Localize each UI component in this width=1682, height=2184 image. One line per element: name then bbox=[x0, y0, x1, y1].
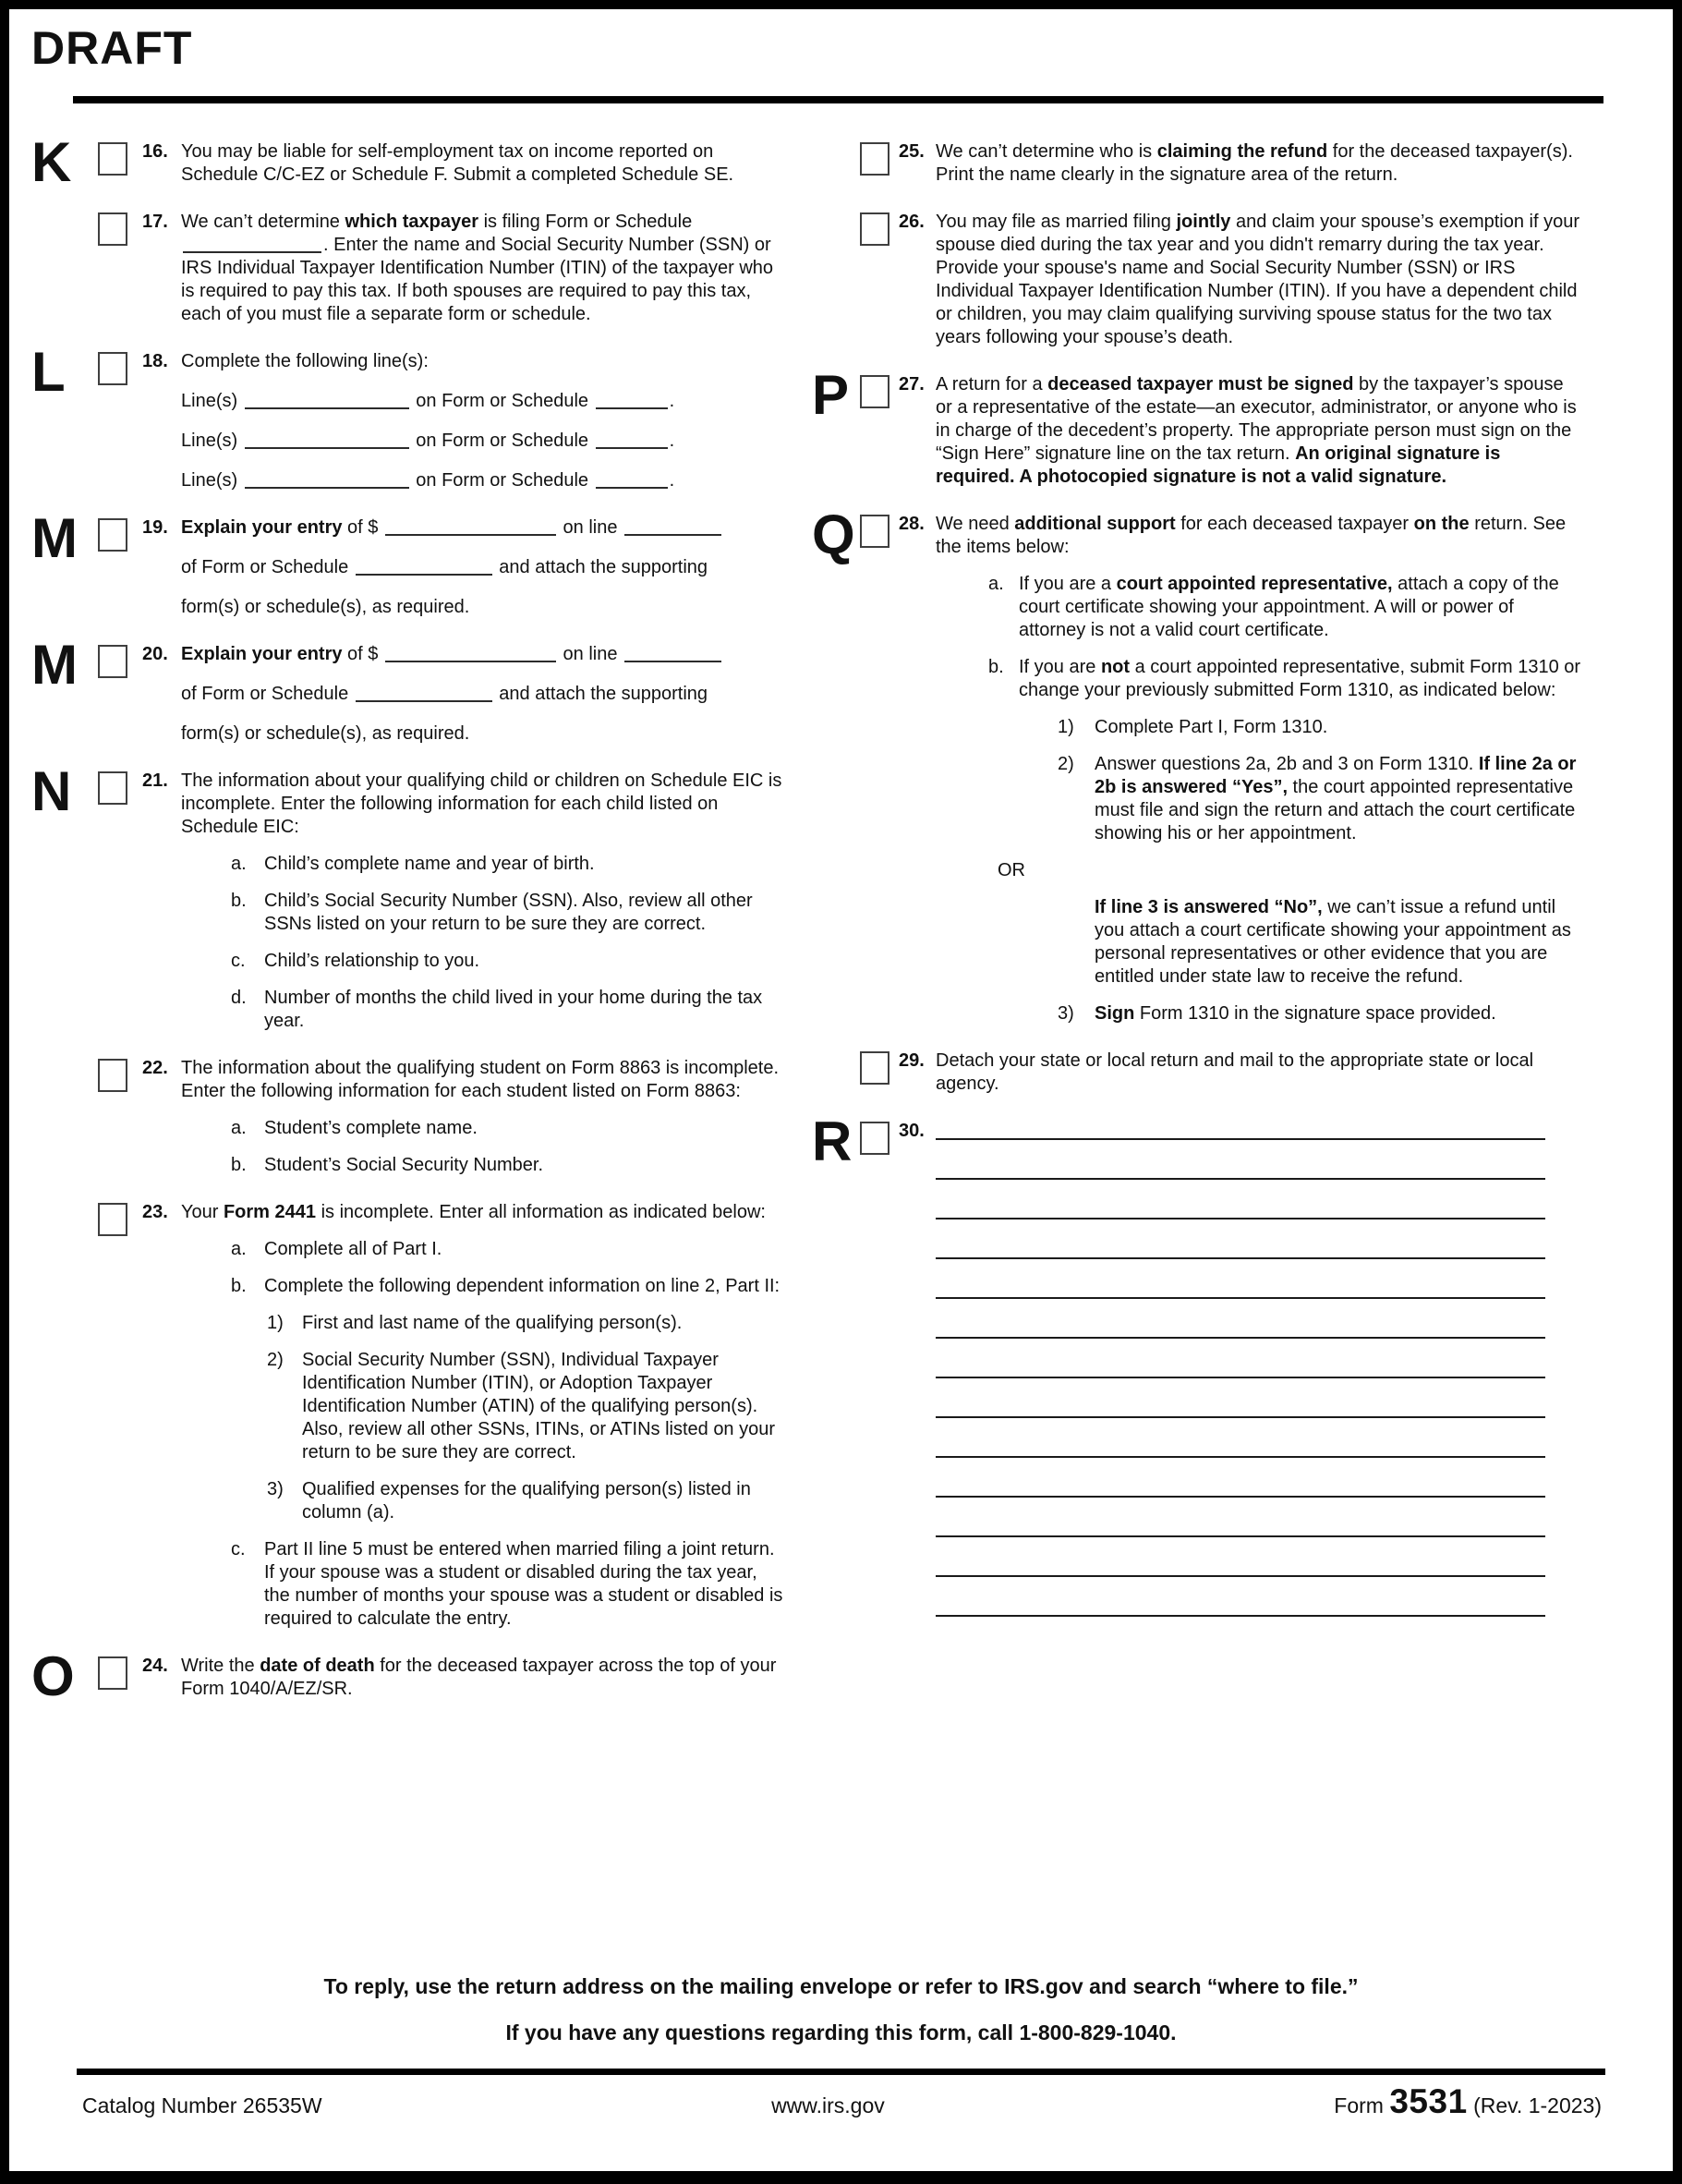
item-body-30 bbox=[936, 1120, 1582, 1617]
form-item-19 bbox=[31, 507, 812, 619]
form-item-24 bbox=[31, 1645, 812, 1707]
text: a court appointed representative, submit Form 1310 or change your previously submitted Form 1310, as indicated below: bbox=[1019, 657, 1581, 700]
text: Child’s complete name and year of birth. bbox=[264, 854, 595, 874]
form-item-22 bbox=[31, 1057, 812, 1177]
checkbox-item-21[interactable] bbox=[98, 771, 127, 805]
item-body-24 bbox=[181, 1655, 786, 1701]
item-number-22: 22. bbox=[142, 1058, 168, 1078]
checkbox-item-29[interactable] bbox=[860, 1051, 889, 1085]
item-body-28 bbox=[936, 513, 1582, 1025]
text: Social Security Number (SSN), Individual Taxpayer Identification Number (ITIN), or Adoption Taxpayer Identification Number (ATIN) of the qualifying person(s). Also, review all other SSNs, ITINs, or ATINs listed on your return to be sure they are correct. bbox=[302, 1350, 776, 1462]
form-item-27 bbox=[812, 364, 1582, 489]
sub-item-text bbox=[1095, 1002, 1582, 1025]
item-body-17 bbox=[181, 211, 786, 326]
sub-item bbox=[181, 1117, 786, 1140]
item-paragraph bbox=[936, 140, 1582, 187]
sub-item-text bbox=[264, 1538, 786, 1631]
bold-text: additional support bbox=[1014, 514, 1176, 534]
item-paragraph bbox=[181, 1057, 786, 1103]
sub-item bbox=[936, 1002, 1582, 1025]
sub-item bbox=[936, 716, 1582, 739]
fill-line bbox=[181, 596, 786, 619]
footer-rule bbox=[77, 2069, 1605, 2075]
sub-item-marker: a. bbox=[231, 854, 247, 874]
text: return. See the items below: bbox=[936, 514, 1567, 557]
fill-in-blank[interactable] bbox=[385, 534, 556, 536]
bold-text: If line 3 is answered “No”, bbox=[1095, 897, 1323, 917]
item-paragraph bbox=[181, 1201, 786, 1224]
text: Part II line 5 must be entered when married filing a joint return. If your spouse was a student or disabled during the tax year, the number of months your spouse was a student or disabled is required to calculate the entry. bbox=[264, 1539, 783, 1629]
text: . bbox=[669, 470, 675, 491]
text: on line bbox=[557, 644, 623, 664]
sub-item-marker: a. bbox=[231, 1118, 247, 1138]
writing-line[interactable] bbox=[936, 1377, 1545, 1378]
sub-item-marker: b. bbox=[988, 657, 1004, 677]
form-revision: (Rev. 1-2023) bbox=[1473, 2093, 1602, 2117]
item-number-28: 28. bbox=[899, 514, 925, 534]
fill-line bbox=[181, 556, 786, 579]
sub-item-marker: 1) bbox=[1058, 717, 1074, 737]
section-letter-M: M bbox=[31, 634, 76, 696]
fill-in-blank[interactable] bbox=[183, 251, 321, 253]
catalog-number: Catalog Number 26535W bbox=[82, 2093, 322, 2117]
text: The information about your qualifying child or children on Schedule EIC is incomplete. Enter the following information for each child listed on Schedule EIC: bbox=[181, 770, 782, 837]
text: for the deceased taxpayer(s). Print the name clearly in the signature area of the return. bbox=[936, 141, 1573, 185]
fill-in-blank[interactable] bbox=[245, 487, 409, 489]
item-paragraph bbox=[936, 211, 1582, 349]
item-paragraph bbox=[936, 1050, 1582, 1096]
sub-item-text bbox=[1095, 716, 1582, 739]
item-number-21: 21. bbox=[142, 770, 168, 791]
sub-item bbox=[181, 853, 786, 876]
section-letter-K: K bbox=[31, 131, 70, 193]
sub-item-marker: b. bbox=[231, 891, 247, 911]
bold-text: not bbox=[1100, 657, 1131, 677]
fill-in-blank[interactable] bbox=[356, 574, 492, 576]
text: on Form or Schedule bbox=[410, 391, 594, 411]
right-column bbox=[812, 140, 1582, 1725]
fill-line bbox=[181, 516, 786, 540]
text: Your bbox=[181, 1202, 224, 1222]
fill-in-blank[interactable] bbox=[596, 447, 668, 449]
text: Answer questions 2a, 2b and 3 on Form 1310. bbox=[1095, 754, 1479, 774]
text: Complete the following dependent information on line 2, Part II: bbox=[264, 1276, 780, 1296]
text: attach a copy of the court certificate showing your appointment. A will or power of attorney is not a valid court certificate. bbox=[1019, 574, 1559, 640]
form-item-30 bbox=[812, 1110, 1582, 1617]
fill-in-blank[interactable] bbox=[596, 407, 668, 409]
text: and attach the supporting bbox=[493, 557, 708, 577]
form-item-28 bbox=[812, 504, 1582, 1025]
checkbox-item-22[interactable] bbox=[98, 1059, 127, 1092]
item-paragraph bbox=[181, 1655, 786, 1701]
fill-in-blank[interactable] bbox=[624, 661, 721, 662]
writing-line[interactable] bbox=[936, 1575, 1545, 1577]
text: Line(s) bbox=[181, 470, 243, 491]
reply-instruction-line1: To reply, use the return address on the mailing envelope or refer to IRS.gov and search “where to file.” bbox=[323, 1974, 1359, 1998]
page-footer bbox=[40, 1974, 1642, 2120]
item-paragraph bbox=[181, 350, 786, 373]
text: by the taxpayer’s spouse or a representative of the estate—an executor, administrator, or anyone who is in charge of the decedent’s property. The appropriate person must sign on the “Sign Here” signature line on the tax return. bbox=[936, 374, 1577, 464]
item-number-25: 25. bbox=[899, 141, 925, 162]
bold-text: Form 2441 bbox=[223, 1202, 317, 1222]
text: Line(s) bbox=[181, 391, 243, 411]
item-paragraph bbox=[936, 896, 1582, 989]
item-number-17: 17. bbox=[142, 212, 168, 232]
text: You may be liable for self-employment tax on income reported on Schedule C/C-EZ or Schedule F. Submit a completed Schedule SE. bbox=[181, 141, 734, 185]
checkbox-item-17[interactable] bbox=[98, 212, 127, 246]
item-paragraph bbox=[181, 770, 786, 839]
text: is incomplete. Enter all information as indicated below: bbox=[316, 1202, 766, 1222]
text: form(s) or schedule(s), as required. bbox=[181, 597, 470, 617]
fill-line bbox=[181, 683, 786, 706]
sub-item-marker: a. bbox=[231, 1239, 247, 1259]
sub-item-text bbox=[264, 1275, 786, 1298]
sub-item-text bbox=[264, 1238, 786, 1261]
form-number: 3531 bbox=[1389, 2082, 1468, 2120]
text: Child’s relationship to you. bbox=[264, 951, 480, 971]
sub-item-marker: 2) bbox=[1058, 754, 1074, 774]
text: is filing Form or Schedule bbox=[478, 212, 693, 232]
item-number-23: 23. bbox=[142, 1202, 168, 1222]
item-number-20: 20. bbox=[142, 644, 168, 664]
text: of Form or Schedule bbox=[181, 557, 354, 577]
text: Complete all of Part I. bbox=[264, 1239, 442, 1259]
sub-item-marker: c. bbox=[231, 1539, 246, 1559]
top-rule bbox=[73, 96, 1603, 103]
item-number-27: 27. bbox=[899, 374, 925, 394]
sub-item bbox=[181, 1154, 786, 1177]
sub-item-text bbox=[1095, 753, 1582, 845]
writing-line[interactable] bbox=[936, 1218, 1545, 1219]
section-letter-N: N bbox=[31, 760, 70, 822]
item-body-21 bbox=[181, 770, 786, 1033]
sub-item bbox=[936, 656, 1582, 702]
text: the court appointed representative must file and sign the return and attach the court certificate showing his or her appointment. bbox=[1095, 777, 1576, 843]
form-body bbox=[9, 131, 1673, 1725]
fill-line bbox=[181, 430, 786, 453]
section-letter-Q: Q bbox=[812, 504, 853, 565]
item-number-18: 18. bbox=[142, 351, 168, 371]
fill-in-blank[interactable] bbox=[385, 661, 556, 662]
text: Student’s complete name. bbox=[264, 1118, 478, 1138]
writing-line[interactable] bbox=[936, 1496, 1545, 1498]
item-paragraph bbox=[181, 211, 786, 326]
text: on Form or Schedule bbox=[410, 431, 594, 451]
checkbox-item-18[interactable] bbox=[98, 352, 127, 385]
writing-line[interactable] bbox=[936, 1257, 1545, 1259]
section-letter-O: O bbox=[31, 1645, 73, 1707]
text: Student’s Social Security Number. bbox=[264, 1155, 544, 1175]
sub-item bbox=[181, 1238, 786, 1261]
sub-item bbox=[181, 890, 786, 936]
bold-text: Sign bbox=[1095, 1003, 1135, 1024]
item-number-19: 19. bbox=[142, 517, 168, 538]
writing-line[interactable] bbox=[936, 1138, 1545, 1140]
text: You may file as married filing bbox=[936, 212, 1177, 232]
form-item-25 bbox=[812, 140, 1582, 187]
sub-item-marker: 3) bbox=[267, 1479, 284, 1499]
text: of Form or Schedule bbox=[181, 684, 354, 704]
text: Complete Part I, Form 1310. bbox=[1095, 717, 1328, 737]
text: we can’t issue a refund until you attach a court certificate showing your appointment as personal representatives or other evidence that you are entitled under state law to receive the refund. bbox=[1095, 897, 1571, 987]
writing-lines bbox=[936, 1138, 1582, 1617]
item-paragraph bbox=[936, 513, 1582, 559]
text: The information about the qualifying student on Form 8863 is incomplete. Enter the following information for each student listed on Form 8863: bbox=[181, 1058, 780, 1101]
section-letter-P: P bbox=[812, 364, 848, 426]
item-number-16: 16. bbox=[142, 141, 168, 162]
irs-website: www.irs.gov bbox=[771, 2093, 885, 2117]
footer-row bbox=[40, 2082, 1642, 2120]
checkbox-item-25[interactable] bbox=[860, 142, 889, 176]
bold-text: An original signature is required. A photocopied signature is not a valid signature. bbox=[936, 443, 1501, 487]
checkbox-item-30[interactable] bbox=[860, 1122, 889, 1155]
checkbox-item-16[interactable] bbox=[98, 142, 127, 176]
writing-line[interactable] bbox=[936, 1178, 1545, 1180]
bold-text: on the bbox=[1413, 514, 1470, 534]
text: We need bbox=[936, 514, 1015, 534]
bold-text: Explain your entry bbox=[181, 644, 343, 664]
bold-text: court appointed representative, bbox=[1116, 574, 1393, 594]
text: Complete the following line(s): bbox=[181, 351, 429, 371]
section-letter-R: R bbox=[812, 1110, 851, 1172]
sub-item-marker: 2) bbox=[267, 1350, 284, 1370]
form-word: Form bbox=[1334, 2093, 1384, 2117]
reply-instruction-line2: If you have any questions regarding this form, call 1-800-829-1040. bbox=[505, 2020, 1177, 2044]
text: We can’t determine bbox=[181, 212, 345, 232]
item-body-22 bbox=[181, 1057, 786, 1177]
item-number-26: 26. bbox=[899, 212, 925, 232]
sub-item bbox=[181, 1312, 786, 1335]
item-body-19 bbox=[181, 516, 786, 619]
sub-item bbox=[936, 573, 1582, 642]
sub-item-marker: d. bbox=[231, 988, 247, 1008]
item-number-24: 24. bbox=[142, 1656, 168, 1676]
form-item-29 bbox=[812, 1050, 1582, 1096]
text: Form 1310 in the signature space provided. bbox=[1134, 1003, 1496, 1024]
writing-line[interactable] bbox=[936, 1337, 1545, 1339]
text: on line bbox=[557, 517, 623, 538]
bold-text: claiming the refund bbox=[1156, 141, 1328, 162]
text: Write the bbox=[181, 1656, 260, 1676]
form-item-21 bbox=[31, 760, 812, 1033]
form-identifier bbox=[1334, 2082, 1602, 2120]
section-letter-L: L bbox=[31, 341, 64, 403]
draft-watermark: DRAFT bbox=[31, 22, 193, 74]
fill-in-blank[interactable] bbox=[596, 487, 668, 489]
form-item-18 bbox=[31, 341, 812, 492]
bold-text: Explain your entry bbox=[181, 517, 343, 538]
writing-line[interactable] bbox=[936, 1456, 1545, 1458]
sub-item-text bbox=[1019, 656, 1582, 702]
writing-line[interactable] bbox=[936, 1416, 1545, 1418]
bold-text: If line 2a or 2b is answered “Yes”, bbox=[1095, 754, 1577, 797]
fill-in-blank[interactable] bbox=[624, 534, 721, 536]
fill-in-blank[interactable] bbox=[245, 447, 409, 449]
sub-item-text bbox=[264, 950, 786, 973]
writing-line[interactable] bbox=[936, 1297, 1545, 1299]
sub-item-text bbox=[264, 853, 786, 876]
item-body-20 bbox=[181, 643, 786, 746]
sub-item-marker: 3) bbox=[1058, 1003, 1074, 1024]
checkbox-item-19[interactable] bbox=[98, 518, 127, 552]
text: Number of months the child lived in your home during the tax year. bbox=[264, 988, 763, 1031]
fill-line bbox=[181, 722, 786, 746]
item-body-23 bbox=[181, 1201, 786, 1631]
writing-line[interactable] bbox=[936, 1535, 1545, 1537]
checkbox-item-23[interactable] bbox=[98, 1203, 127, 1236]
fill-in-blank[interactable] bbox=[356, 700, 492, 702]
sub-item-marker: a. bbox=[988, 574, 1004, 594]
left-column bbox=[31, 131, 812, 1725]
form-item-23 bbox=[31, 1201, 812, 1631]
text: . bbox=[669, 391, 675, 411]
item-body-18 bbox=[181, 350, 786, 492]
item-number-30: 30. bbox=[899, 1121, 925, 1141]
text: for the deceased taxpayer across the top of your Form 1040/A/EZ/SR. bbox=[181, 1656, 777, 1699]
text: . bbox=[669, 431, 675, 451]
form-item-16 bbox=[31, 131, 812, 193]
sub-item-marker: b. bbox=[231, 1276, 247, 1296]
sub-item-text bbox=[1019, 573, 1582, 642]
sub-item-text bbox=[302, 1478, 786, 1524]
text: on Form or Schedule bbox=[410, 470, 594, 491]
sub-item bbox=[181, 1478, 786, 1524]
item-body-29 bbox=[936, 1050, 1582, 1096]
text: Qualified expenses for the qualifying person(s) listed in column (a). bbox=[302, 1479, 751, 1523]
text: and attach the supporting bbox=[493, 684, 708, 704]
checkbox-item-28[interactable] bbox=[860, 515, 889, 548]
text: and claim your spouse’s exemption if your spouse died during the tax year and you didn't remarry during the tax year. Provide your spouse's name and Social Security Number (SSN) or IRS Individual Taxpayer Identification Number (ITIN). If you have a dependent child or children, you may claim qualifying surviving spouse status for the two tax years following your spouse’s death. bbox=[936, 212, 1579, 347]
text: We can’t determine who is bbox=[936, 141, 1157, 162]
sub-item-text bbox=[302, 1312, 786, 1335]
fill-line bbox=[181, 643, 786, 666]
sub-item-marker: c. bbox=[231, 951, 246, 971]
form-item-17 bbox=[31, 211, 812, 326]
sub-item bbox=[181, 987, 786, 1033]
text: Child’s Social Security Number (SSN). Also, review all other SSNs listed on your return to be sure they are correct. bbox=[264, 891, 753, 934]
sub-item bbox=[181, 950, 786, 973]
item-number-29: 29. bbox=[899, 1050, 925, 1071]
checkbox-item-24[interactable] bbox=[98, 1656, 127, 1690]
sub-item bbox=[181, 1538, 786, 1631]
text: If you are a bbox=[1019, 574, 1117, 594]
item-paragraph bbox=[181, 140, 786, 187]
checkbox-item-20[interactable] bbox=[98, 645, 127, 678]
checkbox-item-27[interactable] bbox=[860, 375, 889, 408]
sub-item-text bbox=[264, 1117, 786, 1140]
sub-item-text bbox=[264, 890, 786, 936]
item-body-25 bbox=[936, 140, 1582, 187]
text: Detach your state or local return and mail to the appropriate state or local agency. bbox=[936, 1050, 1534, 1094]
bold-text: which taxpayer bbox=[345, 212, 479, 232]
bold-text: deceased taxpayer must be signed bbox=[1047, 374, 1354, 394]
form-item-20 bbox=[31, 634, 812, 746]
item-paragraph bbox=[936, 373, 1582, 489]
text: of $ bbox=[342, 517, 383, 538]
sub-item bbox=[181, 1349, 786, 1464]
sub-item-text bbox=[302, 1349, 786, 1464]
text: for each deceased taxpayer bbox=[1175, 514, 1414, 534]
writing-line[interactable] bbox=[936, 1615, 1545, 1617]
sub-item-text bbox=[264, 987, 786, 1033]
text: If you are bbox=[1019, 657, 1101, 677]
item-body-16 bbox=[181, 140, 786, 187]
sub-item-marker: 1) bbox=[267, 1313, 284, 1333]
text: Line(s) bbox=[181, 431, 243, 451]
text: of $ bbox=[342, 644, 383, 664]
sub-item-text bbox=[264, 1154, 786, 1177]
text: First and last name of the qualifying person(s). bbox=[302, 1313, 683, 1333]
checkbox-item-26[interactable] bbox=[860, 212, 889, 246]
section-letter-M: M bbox=[31, 507, 76, 569]
or-label: OR bbox=[998, 860, 1025, 880]
form-item-26 bbox=[812, 211, 1582, 349]
bold-text: date of death bbox=[260, 1656, 375, 1676]
bold-text: jointly bbox=[1176, 212, 1231, 232]
item-body-26 bbox=[936, 211, 1582, 349]
text: . Enter the name and Social Security Number (SSN) or IRS Individual Taxpayer Identification Number (ITIN) of the taxpayer who is required to pay this tax. If both spouses are required to pay this tax, each of you must file a separate form or schedule. bbox=[181, 235, 774, 324]
sub-item bbox=[181, 1275, 786, 1298]
item-body-27 bbox=[936, 373, 1582, 489]
text: form(s) or schedule(s), as required. bbox=[181, 723, 470, 744]
fill-in-blank[interactable] bbox=[245, 407, 409, 409]
fill-line bbox=[181, 469, 786, 492]
sub-item-marker: b. bbox=[231, 1155, 247, 1175]
fill-line bbox=[181, 390, 786, 413]
text: A return for a bbox=[936, 374, 1048, 394]
sub-item bbox=[936, 753, 1582, 845]
